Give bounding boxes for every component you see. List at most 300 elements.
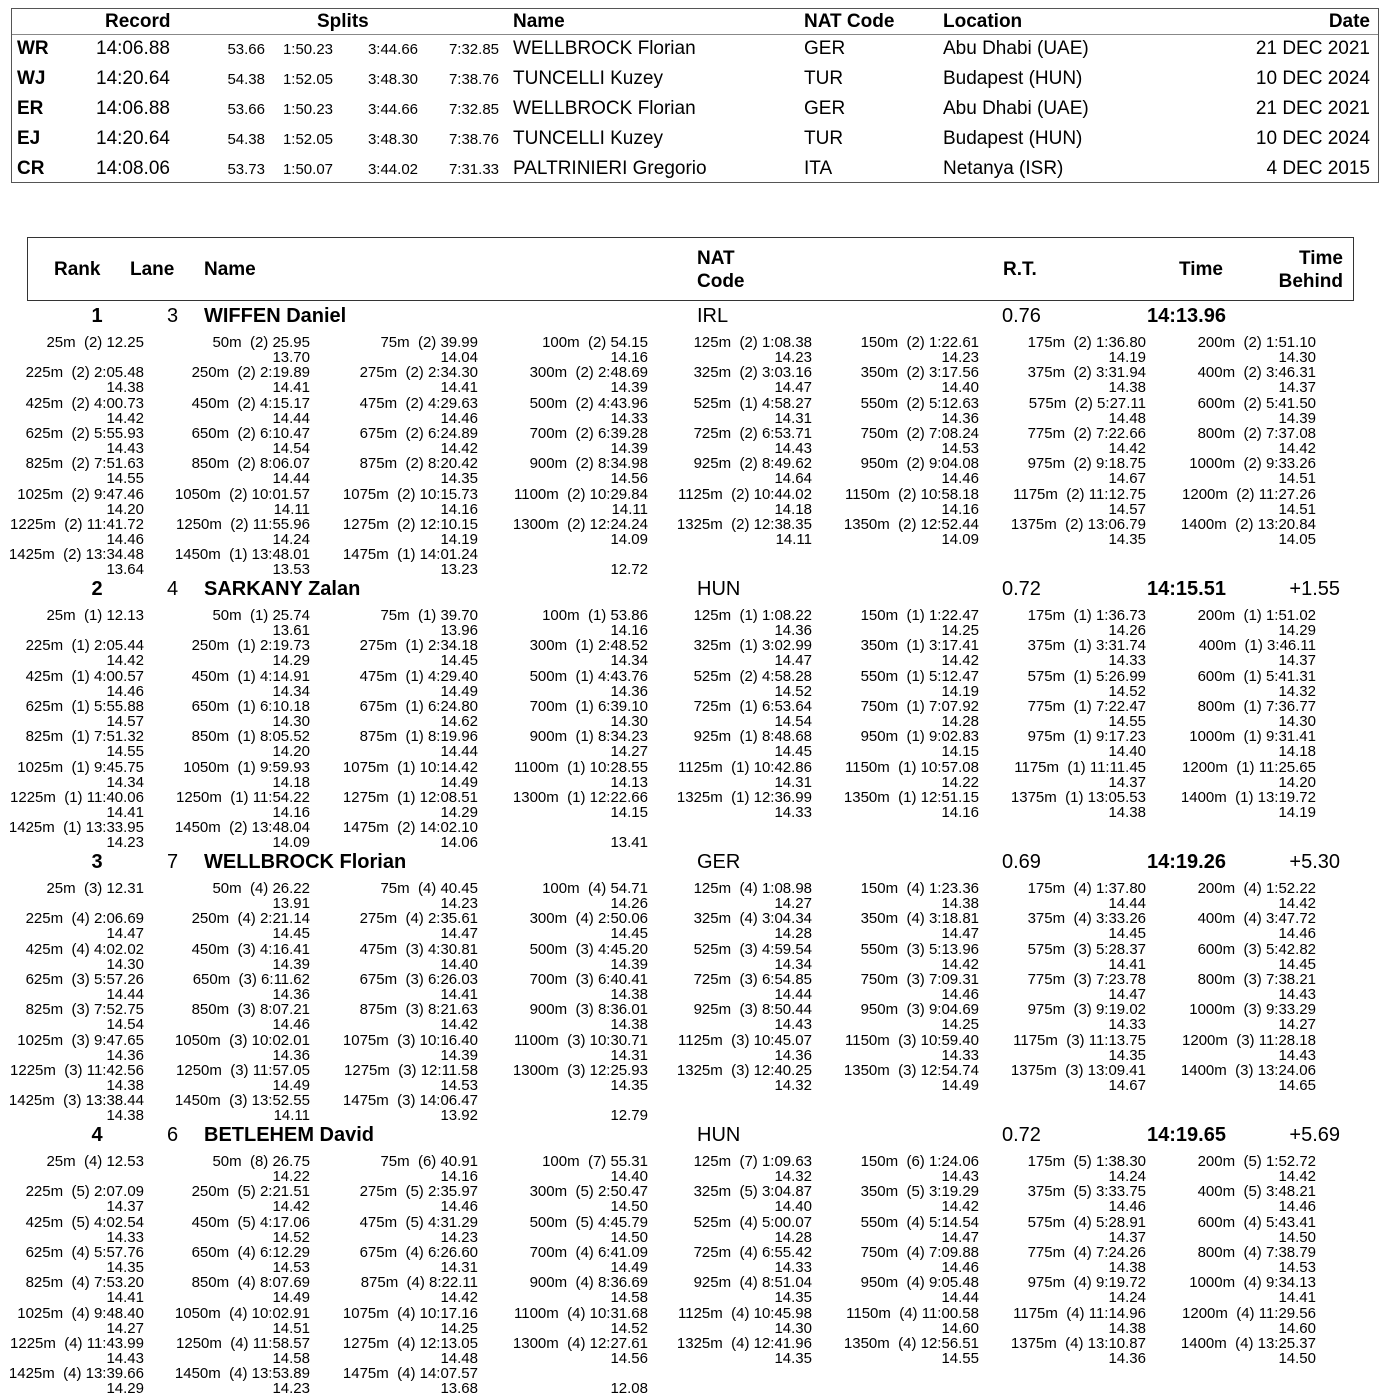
- split-cumulative: 75m (1) 39.70: [380, 607, 478, 624]
- split-cell: [478, 1063, 648, 1093]
- split-cell: [0, 669, 144, 699]
- split-cell: [642, 1306, 812, 1336]
- split-lap-time: 14.30: [272, 712, 310, 730]
- split-lap-time: 14.46: [941, 1258, 979, 1276]
- split-cell: [809, 1306, 979, 1336]
- split-cell: [140, 487, 310, 517]
- split-cell: [809, 335, 979, 365]
- split-cumulative: 850m (4) 8:07.69: [191, 1274, 310, 1292]
- split-cell: [1146, 426, 1316, 456]
- split-cell: [478, 760, 648, 790]
- split-lap-time: 14.28: [941, 712, 979, 730]
- split-lap-time: 14.43: [774, 439, 812, 457]
- split-cumulative: 625m (2) 5:55.93: [25, 424, 144, 442]
- split-lap-time: 14.06: [440, 834, 478, 852]
- split-cumulative: 150m (2) 1:22.61: [860, 334, 979, 351]
- split-cell: [976, 729, 1146, 759]
- split-cumulative: 1000m (2) 9:33.26: [1189, 455, 1316, 473]
- split-cell: [0, 699, 144, 729]
- athlete-time-behind: +5.69: [1289, 1124, 1340, 1146]
- split-cell: [0, 335, 144, 365]
- split-cumulative: 1075m (4) 10:17.16: [342, 1304, 478, 1322]
- split-cell: [809, 699, 979, 729]
- split-cumulative: 300m (4) 2:50.06: [529, 910, 648, 928]
- split-cell: [478, 1215, 648, 1245]
- split-cumulative: 950m (1) 9:02.83: [860, 728, 979, 746]
- split-cumulative: 375m (1) 3:31.74: [1027, 637, 1146, 655]
- split-cumulative: 575m (1) 5:26.99: [1027, 667, 1146, 685]
- athlete-reaction-time: 0.69: [1002, 851, 1041, 873]
- split-cumulative: 1025m (2) 9:47.46: [17, 485, 144, 503]
- split-lap-time: 14.47: [941, 1228, 979, 1246]
- split-cell: [308, 1184, 478, 1214]
- split-cumulative: 625m (1) 5:55.88: [25, 697, 144, 715]
- split-cumulative: 525m (1) 4:58.27: [693, 394, 812, 412]
- split-cumulative: 250m (1) 2:19.73: [191, 637, 310, 655]
- split-cumulative: 125m (4) 1:08.98: [693, 880, 812, 897]
- split-cumulative: 600m (3) 5:42.82: [1197, 940, 1316, 958]
- split-lap-time: 14.55: [941, 1349, 979, 1367]
- split-cell: [1146, 699, 1316, 729]
- split-cumulative: 625m (4) 5:57.76: [25, 1243, 144, 1261]
- split-lap-time: 14.16: [610, 622, 648, 639]
- split-cumulative: 725m (3) 6:54.85: [693, 970, 812, 988]
- split-cumulative: 725m (2) 6:53.71: [693, 424, 812, 442]
- split-cell: [140, 760, 310, 790]
- record-split: 1:52.05: [282, 71, 333, 88]
- record-split: 7:38.76: [448, 131, 499, 148]
- header-record: Record: [105, 11, 171, 32]
- athlete-lane: 3: [167, 305, 179, 327]
- record-date: 10 DEC 2024: [1255, 68, 1370, 89]
- split-lap-time: 14.65: [1278, 1076, 1316, 1094]
- split-cumulative: 500m (5) 4:45.79: [529, 1213, 648, 1231]
- split-cell: [140, 911, 310, 941]
- split-cumulative: 275m (4) 2:35.61: [359, 910, 478, 928]
- record-split: 53.66: [227, 41, 265, 58]
- athlete-nat-code: HUN: [697, 1124, 741, 1146]
- split-cell: [976, 669, 1146, 699]
- split-cell: [140, 942, 310, 972]
- split-cumulative: 1000m (1) 9:31.41: [1189, 728, 1316, 746]
- split-cell: [642, 669, 812, 699]
- split-cell: [976, 911, 1146, 941]
- split-lap-time: 14.35: [1108, 1046, 1146, 1064]
- split-cell: [308, 487, 478, 517]
- split-lap-time: 14.35: [774, 1289, 812, 1307]
- split-lap-time: 13.96: [440, 622, 478, 639]
- split-cumulative: 1025m (4) 9:48.40: [17, 1304, 144, 1322]
- split-cell: [478, 1093, 648, 1123]
- split-lap-time: 14.36: [941, 409, 979, 427]
- split-lap-time: 14.38: [1108, 1258, 1146, 1276]
- split-cumulative: 525m (3) 4:59.54: [693, 940, 812, 958]
- split-cumulative: 1200m (3) 11:28.18: [1182, 1031, 1316, 1049]
- split-cell: [809, 1245, 979, 1275]
- split-lap-time: 14.35: [610, 1076, 648, 1094]
- split-cell: [1146, 1184, 1316, 1214]
- record-time: 14:20.64: [96, 68, 170, 89]
- split-cell: [809, 1033, 979, 1063]
- split-cell: [140, 396, 310, 426]
- split-cumulative: 1075m (3) 10:16.40: [342, 1031, 478, 1049]
- split-cell: [478, 942, 648, 972]
- split-lap-time: 14.48: [440, 1349, 478, 1367]
- record-row: [12, 66, 1378, 96]
- split-lap-time: 14.16: [941, 500, 979, 518]
- split-lap-time: 14.53: [941, 439, 979, 457]
- split-lap-time: 14.11: [273, 1107, 310, 1125]
- split-cumulative: 50m (2) 25.95: [212, 334, 310, 351]
- split-lap-time: 14.18: [774, 500, 812, 518]
- split-cell: [1146, 790, 1316, 820]
- split-cell: [478, 1275, 648, 1305]
- split-cell: [0, 638, 144, 668]
- split-lap-time: 14.18: [272, 773, 310, 791]
- split-cumulative: 600m (4) 5:43.41: [1197, 1213, 1316, 1231]
- split-lap-time: 14.20: [1278, 773, 1316, 791]
- split-cumulative: 675m (2) 6:24.89: [359, 424, 478, 442]
- athlete-name: WELLBROCK Florian: [204, 851, 407, 873]
- split-cumulative: 175m (1) 1:36.73: [1027, 607, 1146, 624]
- split-cell: [1146, 517, 1316, 547]
- split-cell: [809, 456, 979, 486]
- split-cell: [1146, 760, 1316, 790]
- split-cumulative: 1125m (1) 10:42.86: [678, 758, 812, 776]
- split-lap-time: 14.29: [440, 803, 478, 821]
- split-cell: [976, 456, 1146, 486]
- split-cell: [308, 365, 478, 395]
- split-cumulative: 425m (2) 4:00.73: [25, 394, 144, 412]
- split-cell: [1146, 881, 1316, 911]
- split-lap-time: 14.35: [1108, 530, 1146, 548]
- header-time: Time: [1179, 259, 1224, 280]
- split-lap-time: 14.30: [774, 1319, 812, 1337]
- split-cumulative: 400m (2) 3:46.31: [1197, 364, 1316, 382]
- split-lap-time: 14.56: [610, 470, 648, 488]
- record-nat-code: TUR: [804, 68, 844, 89]
- split-cell: [642, 365, 812, 395]
- split-cell: [140, 335, 310, 365]
- split-cumulative: 1025m (1) 9:45.75: [17, 758, 144, 776]
- split-cell: [1146, 1033, 1316, 1063]
- split-lap-time: 14.49: [610, 1258, 648, 1276]
- split-lap-time: 14.20: [106, 500, 144, 518]
- split-cell: [1146, 1215, 1316, 1245]
- split-lap-time: 14.60: [1278, 1319, 1316, 1337]
- split-cell: [976, 972, 1146, 1002]
- split-cell: [308, 699, 478, 729]
- split-cell: [809, 396, 979, 426]
- split-cumulative: 975m (1) 9:17.23: [1027, 728, 1146, 746]
- split-lap-time: 14.51: [1278, 500, 1316, 518]
- split-lap-time: 14.15: [610, 803, 648, 821]
- split-cumulative: 900m (4) 8:36.69: [529, 1274, 648, 1292]
- split-cumulative: 775m (4) 7:24.26: [1027, 1243, 1146, 1261]
- split-cumulative: 25m (4) 12.53: [46, 1153, 144, 1170]
- split-cumulative: 750m (1) 7:07.92: [860, 697, 979, 715]
- split-cell: [1146, 1306, 1316, 1336]
- records-table: [11, 8, 1379, 183]
- split-lap-time: 14.33: [610, 409, 648, 427]
- split-cumulative: 700m (4) 6:41.09: [529, 1243, 648, 1261]
- split-cumulative: 1075m (1) 10:14.42: [342, 758, 478, 776]
- split-cumulative: 1300m (1) 12:22.66: [512, 788, 648, 806]
- split-lap-time: 14.44: [440, 743, 478, 761]
- split-cumulative: 1250m (4) 11:58.57: [176, 1334, 310, 1352]
- split-lap-time: 14.27: [106, 1319, 144, 1337]
- split-lap-time: 14.32: [774, 1076, 812, 1094]
- split-cumulative: 750m (4) 7:09.88: [860, 1243, 979, 1261]
- split-cell: [140, 1245, 310, 1275]
- record-nat-code: TUR: [804, 128, 844, 149]
- split-cell: [308, 547, 478, 577]
- split-cell: [1146, 456, 1316, 486]
- record-split: 3:44.66: [367, 41, 418, 58]
- split-lap-time: 14.23: [941, 349, 979, 366]
- split-cell: [1146, 638, 1316, 668]
- split-cumulative: 1275m (1) 12:08.51: [342, 788, 478, 806]
- split-cumulative: 350m (1) 3:17.41: [860, 637, 979, 655]
- split-cumulative: 100m (2) 54.15: [542, 334, 648, 351]
- split-lap-time: 14.41: [272, 379, 310, 397]
- athlete-reaction-time: 0.76: [1002, 305, 1041, 327]
- split-cumulative: 1175m (2) 11:12.75: [1013, 485, 1146, 503]
- split-cell: [809, 1275, 979, 1305]
- split-cell: [1146, 1336, 1316, 1366]
- split-cumulative: 200m (5) 1:52.72: [1197, 1153, 1316, 1170]
- split-cumulative: 225m (2) 2:05.48: [25, 364, 144, 382]
- split-lap-time: 14.31: [610, 1046, 648, 1064]
- split-cumulative: 825m (1) 7:51.32: [25, 728, 144, 746]
- split-lap-time: 14.54: [272, 439, 310, 457]
- split-cell: [642, 396, 812, 426]
- split-lap-time: 14.16: [440, 1168, 478, 1185]
- split-lap-time: 14.36: [106, 1046, 144, 1064]
- split-lap-time: 14.42: [272, 1198, 310, 1216]
- split-cell: [809, 426, 979, 456]
- split-lap-time: 14.30: [1278, 349, 1316, 366]
- split-lap-time: 14.11: [273, 500, 310, 518]
- athlete-name: BETLEHEM David: [204, 1124, 375, 1146]
- split-cell: [0, 942, 144, 972]
- split-cumulative: 875m (1) 8:19.96: [359, 728, 478, 746]
- split-cumulative: 1350m (4) 12:56.51: [843, 1334, 979, 1352]
- split-cumulative: 200m (4) 1:52.22: [1197, 880, 1316, 897]
- split-cell: [976, 335, 1146, 365]
- split-cumulative: 550m (3) 5:13.96: [860, 940, 979, 958]
- split-cell: [0, 487, 144, 517]
- split-lap-time: 14.38: [610, 985, 648, 1003]
- split-cumulative: 650m (2) 6:10.47: [191, 424, 310, 442]
- split-lap-time: 14.54: [774, 712, 812, 730]
- split-lap-time: 14.46: [1278, 925, 1316, 943]
- split-lap-time: 14.64: [774, 470, 812, 488]
- record-time: 14:08.06: [96, 158, 170, 179]
- split-lap-time: 14.34: [106, 773, 144, 791]
- athlete-final-time: 14:19.26: [1147, 851, 1226, 873]
- split-cumulative: 725m (4) 6:55.42: [693, 1243, 812, 1261]
- split-cumulative: [478, 547, 648, 562]
- split-cell: [478, 365, 648, 395]
- split-cell: [976, 1184, 1146, 1214]
- record-location: Netanya (ISR): [943, 158, 1064, 179]
- split-lap-time: 14.39: [440, 1046, 478, 1064]
- split-cell: [308, 1245, 478, 1275]
- split-lap-time: 14.32: [1278, 682, 1316, 700]
- split-lap-time: 14.30: [610, 712, 648, 730]
- split-lap-time: 14.25: [941, 622, 979, 639]
- split-lap-time: 14.15: [941, 743, 979, 761]
- record-code: WJ: [17, 68, 46, 89]
- header-nat-line2: Code: [697, 271, 745, 292]
- split-cumulative: 1300m (2) 12:24.24: [512, 515, 648, 533]
- split-lap-time: 14.43: [1278, 1046, 1316, 1064]
- record-split: 53.73: [227, 161, 265, 178]
- split-cell: [1146, 1245, 1316, 1275]
- split-cell: [642, 638, 812, 668]
- split-lap-time: 14.18: [1278, 743, 1316, 761]
- split-lap-time: 14.29: [1278, 622, 1316, 639]
- split-lap-time: 14.11: [611, 500, 648, 518]
- split-lap-time: 14.40: [1108, 743, 1146, 761]
- split-cumulative: 325m (4) 3:04.34: [693, 910, 812, 928]
- split-cumulative: 925m (2) 8:49.62: [693, 455, 812, 473]
- record-code: CR: [17, 158, 45, 179]
- split-cumulative: 25m (1) 12.13: [46, 607, 144, 624]
- split-cumulative: 975m (4) 9:19.72: [1027, 1274, 1146, 1292]
- split-cumulative: 450m (2) 4:15.17: [191, 394, 310, 412]
- split-cell: [308, 942, 478, 972]
- record-row: [12, 36, 1378, 66]
- record-split: 1:50.07: [282, 161, 333, 178]
- split-cumulative: 1475m (4) 14:07.57: [342, 1365, 478, 1383]
- split-cumulative: 250m (5) 2:21.51: [191, 1183, 310, 1201]
- split-lap-time: 14.27: [774, 895, 812, 912]
- split-lap-time: 14.44: [272, 409, 310, 427]
- split-lap-time: 14.46: [106, 682, 144, 700]
- split-cumulative: 1325m (2) 12:38.35: [676, 515, 812, 533]
- split-lap-time: 14.42: [440, 1016, 478, 1034]
- split-cumulative: 650m (4) 6:12.29: [191, 1243, 310, 1261]
- split-lap-time: 14.33: [774, 1258, 812, 1276]
- split-lap-time: 14.37: [1108, 1228, 1146, 1246]
- split-lap-time: 14.42: [440, 1289, 478, 1307]
- split-cumulative: 50m (8) 26.75: [212, 1153, 310, 1170]
- record-split: 3:48.30: [367, 71, 418, 88]
- split-lap-time: 14.28: [774, 1228, 812, 1246]
- split-lap-time: 14.27: [610, 743, 648, 761]
- split-cumulative: 600m (2) 5:41.50: [1197, 394, 1316, 412]
- split-cell: [0, 729, 144, 759]
- split-cumulative: 225m (5) 2:07.09: [25, 1183, 144, 1201]
- split-cumulative: 225m (4) 2:06.69: [25, 910, 144, 928]
- record-holder-name: WELLBROCK Florian: [513, 98, 696, 119]
- split-cell: [976, 1215, 1146, 1245]
- split-cumulative: 1400m (4) 13:25.37: [1180, 1334, 1316, 1352]
- split-cell: [976, 426, 1146, 456]
- athlete-lane: 4: [167, 578, 179, 600]
- split-cell: [0, 1154, 144, 1184]
- split-lap-time: 14.30: [1278, 712, 1316, 730]
- split-lap-time: 14.42: [941, 955, 979, 973]
- split-cumulative: 125m (1) 1:08.22: [693, 607, 812, 624]
- split-cell: [809, 942, 979, 972]
- split-cell: [809, 972, 979, 1002]
- split-cell: [642, 487, 812, 517]
- split-lap-time: 14.52: [610, 1319, 648, 1337]
- split-cell: [809, 638, 979, 668]
- split-lap-time: 14.46: [440, 409, 478, 427]
- split-cell: [308, 729, 478, 759]
- split-lap-time: 14.52: [1108, 682, 1146, 700]
- split-cell: [976, 1336, 1146, 1366]
- split-cell: [478, 487, 648, 517]
- split-lap-time: 14.19: [941, 682, 979, 700]
- split-cell: [0, 881, 144, 911]
- record-split: 7:31.33: [448, 161, 499, 178]
- split-lap-time: 14.04: [440, 349, 478, 366]
- split-cell: [308, 1366, 478, 1396]
- split-cumulative: 900m (3) 8:36.01: [529, 1001, 648, 1019]
- split-cumulative: 900m (2) 8:34.98: [529, 455, 648, 473]
- split-lap-time: 14.38: [106, 1076, 144, 1094]
- record-split: 1:50.23: [282, 41, 333, 58]
- split-cell: [1146, 335, 1316, 365]
- split-lap-time: 14.54: [106, 1016, 144, 1034]
- split-cumulative: 1375m (1) 13:05.53: [1010, 788, 1146, 806]
- split-cumulative: 150m (1) 1:22.47: [860, 607, 979, 624]
- record-date: 10 DEC 2024: [1255, 128, 1370, 149]
- split-cumulative: 175m (2) 1:36.80: [1027, 334, 1146, 351]
- split-cell: [976, 1275, 1146, 1305]
- split-cumulative: 700m (1) 6:39.10: [529, 697, 648, 715]
- split-lap-time: 14.36: [272, 1046, 310, 1064]
- split-lap-time: 14.23: [272, 1380, 310, 1398]
- split-cumulative: 775m (1) 7:22.47: [1027, 697, 1146, 715]
- split-lap-time: 14.46: [1108, 1198, 1146, 1216]
- split-lap-time: 14.50: [610, 1198, 648, 1216]
- split-cell: [642, 608, 812, 638]
- split-lap-time: 14.46: [440, 1198, 478, 1216]
- split-lap-time: 14.33: [774, 803, 812, 821]
- split-lap-time: 14.43: [1278, 985, 1316, 1003]
- split-cumulative: 850m (2) 8:06.07: [191, 455, 310, 473]
- split-cell: [308, 1306, 478, 1336]
- athlete-time-behind: +1.55: [1289, 578, 1340, 600]
- split-cell: [140, 1002, 310, 1032]
- split-lap-time: 14.36: [774, 1046, 812, 1064]
- split-lap-time: 14.57: [1108, 500, 1146, 518]
- record-split: 3:44.02: [367, 161, 418, 178]
- record-split: 7:32.85: [448, 41, 499, 58]
- split-cumulative: 1100m (3) 10:30.71: [514, 1031, 648, 1049]
- split-cell: [140, 1366, 310, 1396]
- split-cumulative: 700m (3) 6:40.41: [529, 970, 648, 988]
- split-cumulative: 1350m (3) 12:54.74: [843, 1061, 979, 1079]
- split-cell: [308, 911, 478, 941]
- split-lap-time: 14.23: [440, 895, 478, 912]
- split-cell: [140, 881, 310, 911]
- split-cell: [976, 1306, 1146, 1336]
- split-cell: [0, 1275, 144, 1305]
- split-cell: [642, 942, 812, 972]
- split-cumulative: 1225m (4) 11:43.99: [10, 1334, 144, 1352]
- split-cell: [140, 1093, 310, 1123]
- split-lap-time: 14.44: [272, 470, 310, 488]
- split-cell: [642, 1215, 812, 1245]
- split-lap-time: 14.31: [774, 773, 812, 791]
